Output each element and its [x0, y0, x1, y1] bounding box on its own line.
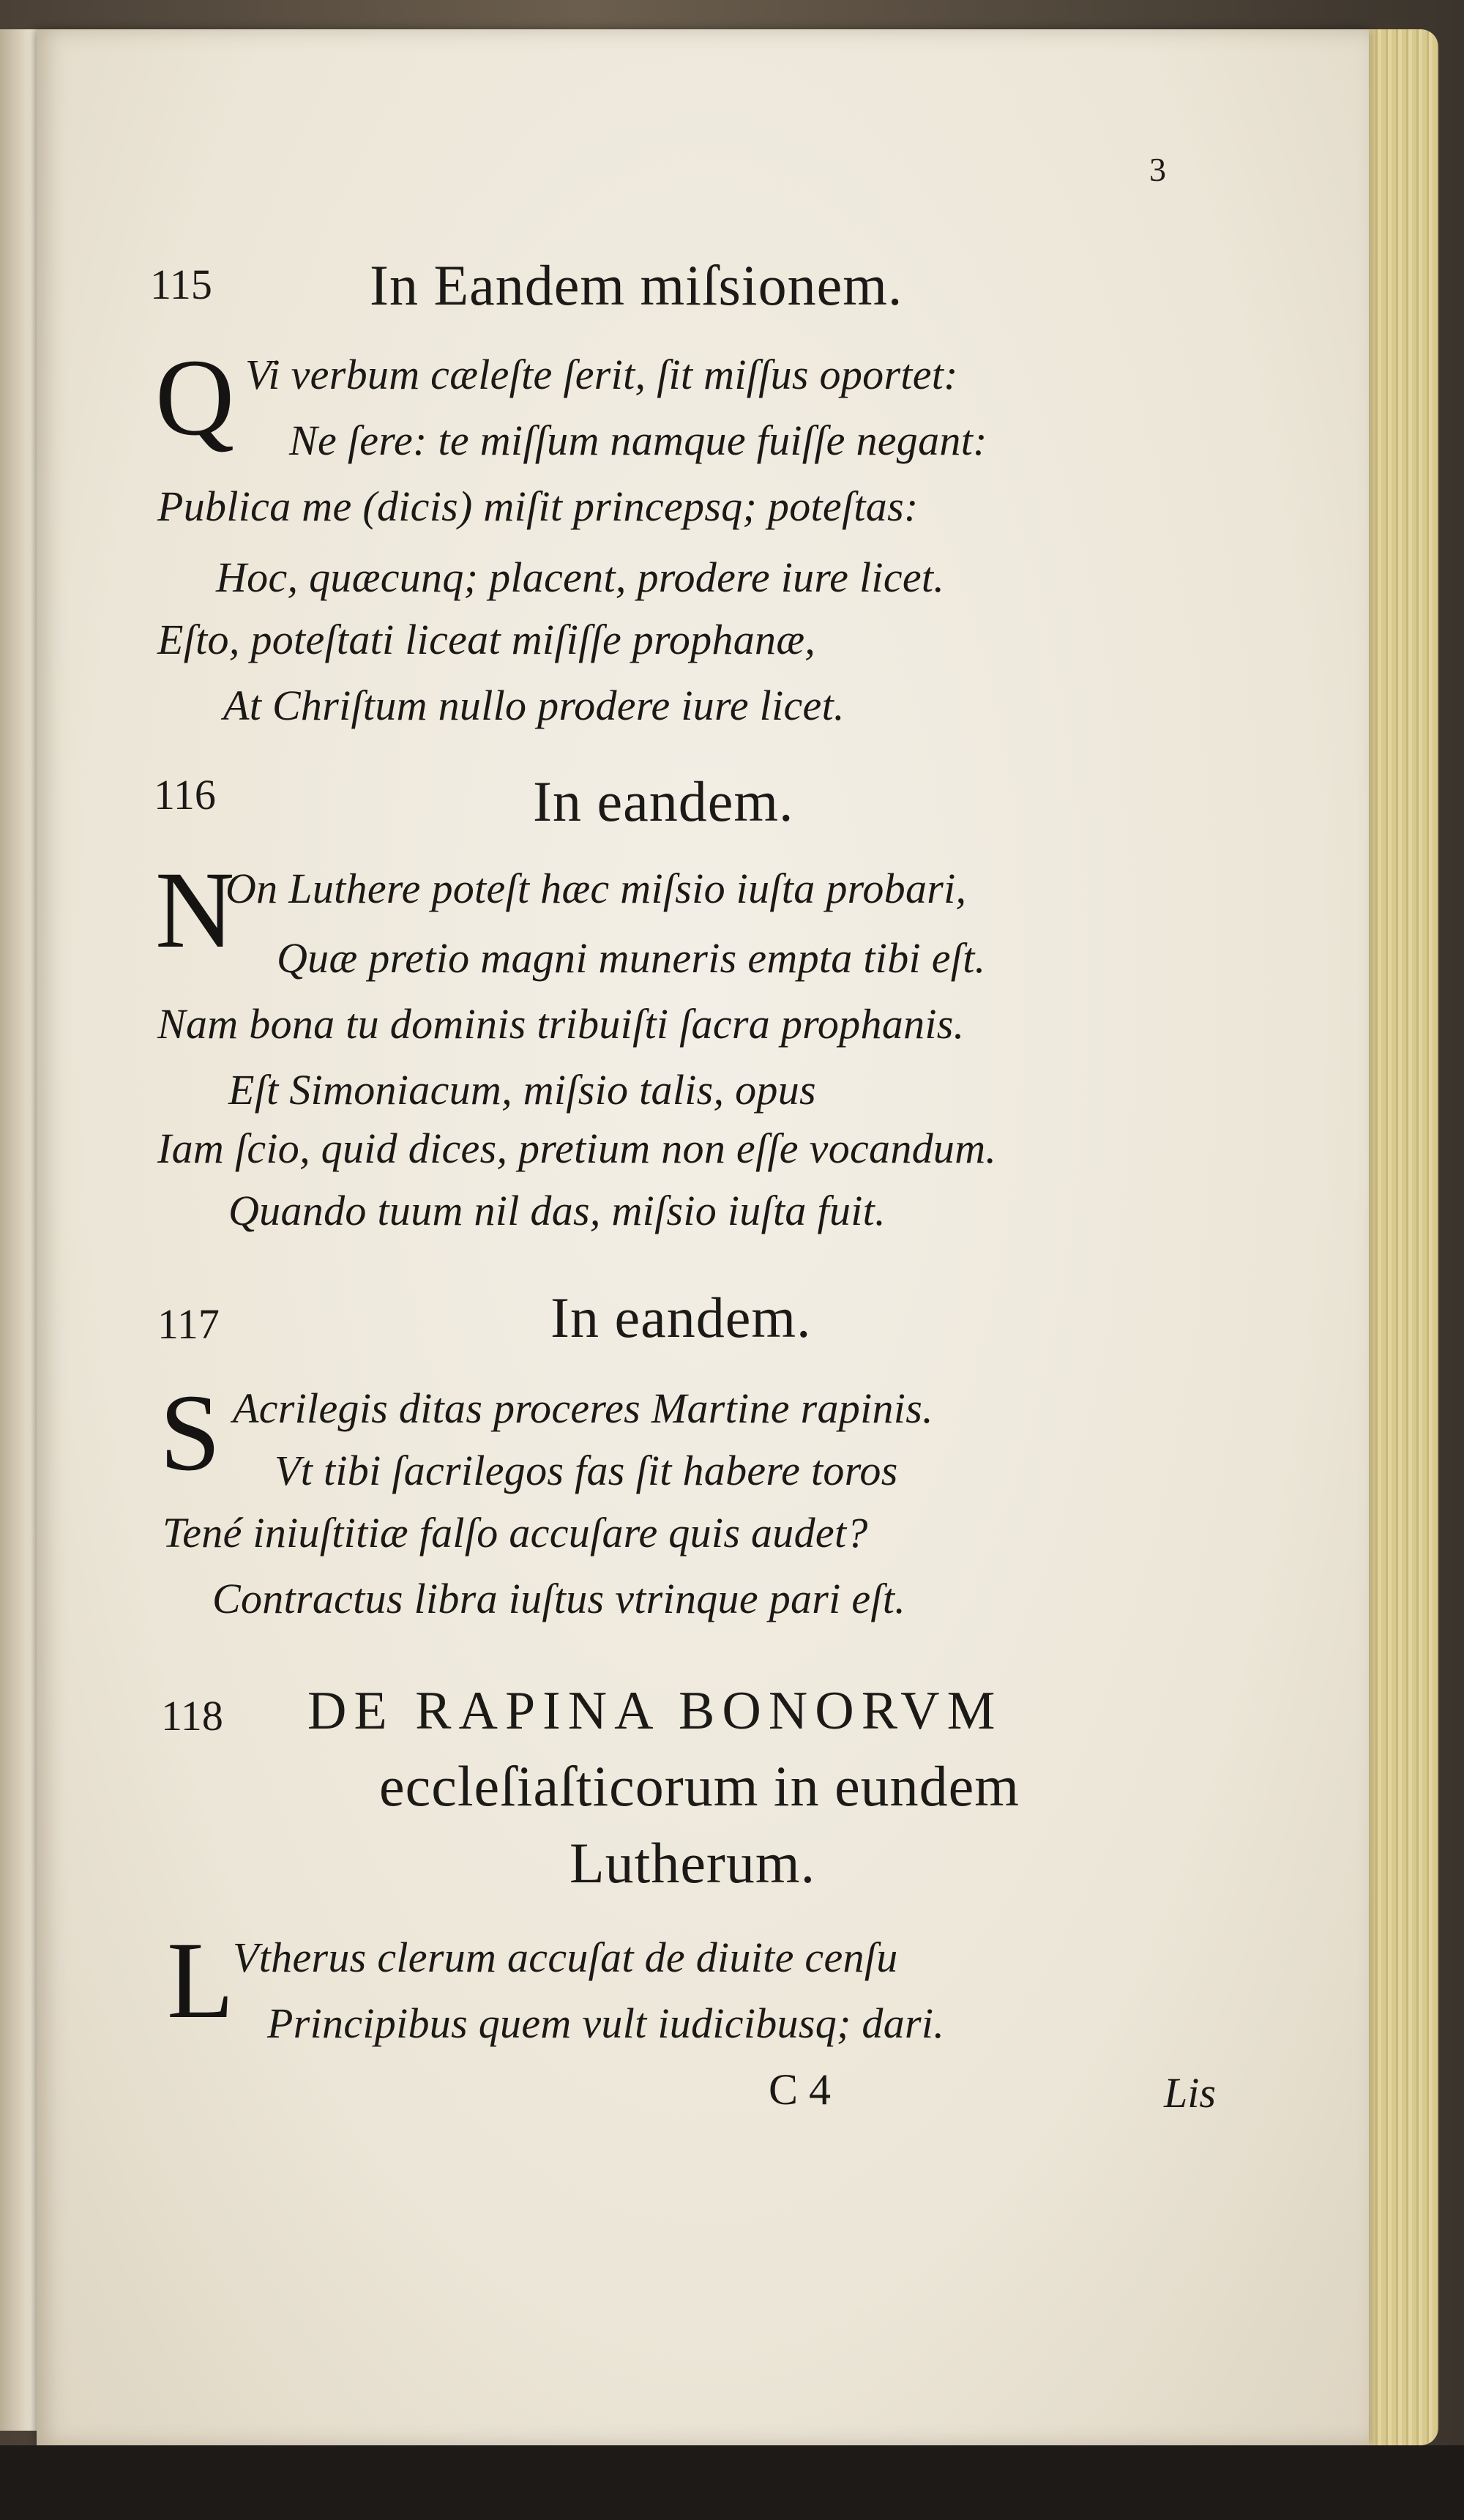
- drop-cap: Q: [155, 337, 235, 458]
- scan-bottom-margin: [0, 2445, 1464, 2520]
- drop-cap: N: [155, 849, 235, 971]
- verse-line: At Chriſtum nullo prodere iure licet.: [223, 682, 845, 729]
- poem-title-line: Lutherum.: [569, 1831, 816, 1895]
- verse-line: Ne ſere: te miſſum namque fuiſſe negant:: [289, 417, 987, 464]
- verse-line: On Luthere poteſt hæc miſsio iuſta probari,: [225, 865, 967, 912]
- verse-line: Hoc, quæcunq; placent, prodere iure licet.: [216, 553, 945, 601]
- verse-line: Tené iniuſtitiæ falſo accuſare quis audet?: [163, 1509, 868, 1557]
- verse-line: Iam ſcio, quid dices, pretium non eſſe vocandum.: [157, 1125, 997, 1172]
- verse-line: Vi verbum cæleſte ſerit, ſit miſſus oportet:: [245, 351, 958, 398]
- poem-title-line: DE RAPINA BONORVM: [307, 1681, 1003, 1741]
- poem-title: In Eandem miſsionem.: [370, 253, 903, 317]
- verse-line: Nam bona tu dominis tribuiſti ſacra prophanis.: [157, 1000, 965, 1048]
- poem-number: 117: [157, 1300, 220, 1348]
- verse-line: Vtherus clerum accuſat de diuite cenſu: [233, 1934, 898, 1981]
- verse-line: Quando tuum nil das, miſsio iuſta fuit.: [228, 1187, 886, 1234]
- folio-number: 3: [1149, 151, 1166, 188]
- signature-mark: C 4: [769, 2065, 832, 2114]
- verse-line: Quæ pretio magni muneris empta tibi eſt.: [277, 934, 986, 982]
- poem-title-line: eccleſiaſticorum in eundem: [379, 1754, 1020, 1818]
- verse-line: Eſto, poteſtati liceat miſiſſe prophanæ,: [157, 616, 816, 663]
- poem-number: 115: [150, 261, 212, 308]
- poem-title: In eandem.: [550, 1286, 812, 1349]
- catchword: Lis: [1164, 2069, 1216, 2117]
- verse-line: Eſt Simoniacum, miſsio talis, opus: [228, 1066, 816, 1114]
- poem-number: 118: [161, 1692, 223, 1740]
- verse-line: Acrilegis ditas proceres Martine rapinis.: [233, 1384, 933, 1432]
- drop-cap: L: [167, 1920, 234, 2041]
- drop-cap: S: [160, 1372, 221, 1494]
- poem-title: In eandem.: [533, 769, 794, 833]
- poem-number: 116: [154, 771, 216, 819]
- verse-line: Vt tibi ſacrilegos fas ſit habere toros: [274, 1447, 898, 1494]
- verse-line: Contractus libra iuſtus vtrinque pari eſt.: [212, 1575, 906, 1622]
- verse-line: Publica me (dicis) miſit princepsq; poteſtas:: [157, 482, 919, 530]
- verse-line: Principibus quem vult iudicibusq; dari.: [267, 1999, 945, 2047]
